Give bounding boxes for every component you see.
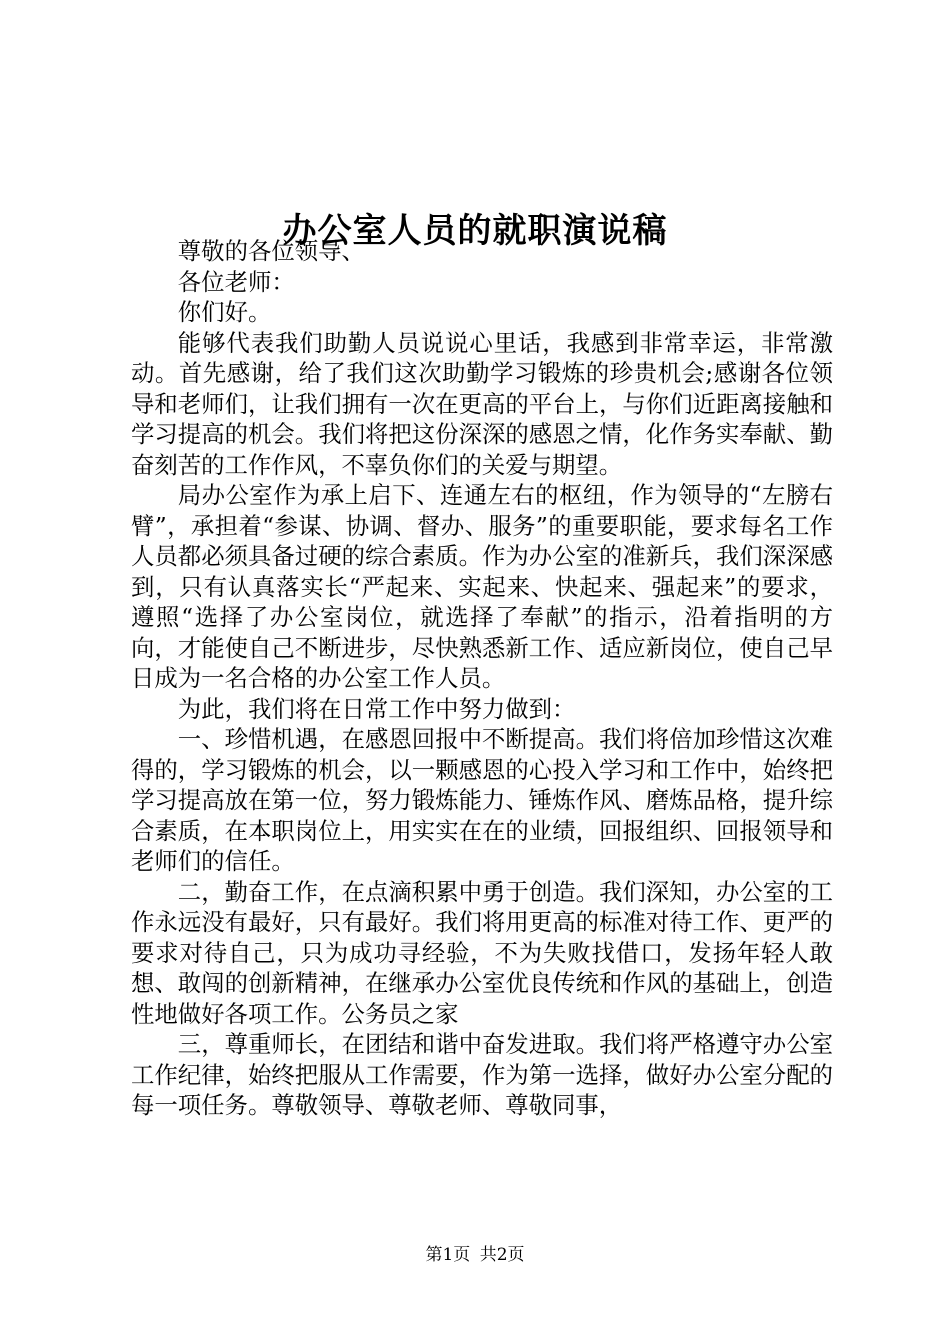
paragraph-thanks: 能够代表我们助勤人员说说心里话，我感到非常幸运，非常激动。首先感谢，给了我们这次助勤学习锻炼的珍贵机会;感谢各位领导和老师们，让我们拥有一次在更高的平台上，与你们近距离接触和学习提高的机会。我们将把这份深深的感恩之情，化作务实奉献、勤奋刻苦的工作作风，不辜负你们的关爱与期望。 (131, 328, 833, 479)
paragraph-point-three: 三，尊重师长，在团结和谐中奋发进取。我们将严格遵守办公室工作纪律，始终把服从工作需要，作为第一选择，做好办公室分配的每一项任务。尊敬领导、尊敬老师、尊敬同事， (131, 1030, 833, 1119)
paragraph-salutation-1: 尊敬的各位领导、 (177, 237, 365, 265)
paragraph-point-one: 一、珍惜机遇，在感恩回报中不断提高。我们将倍加珍惜这次难得的，学习锻炼的机会，以一颗感恩的心投入学习和工作中，始终把学习提高放在第一位，努力锻炼能力、锤炼作风、磨炼品格，提升综合素质，在本职岗位上，用实实在在的业绩，回报组织、回报领导和老师们的信任。 (131, 725, 833, 875)
paragraph-salutation-2: 各位老师： (177, 267, 295, 296)
paragraph-office-role: 局办公室作为承上启下、连通左右的枢纽，作为领导的“左膀右臂”，承担着“参谋、协调、督办、服务”的重要职能，要求每名工作人员都必须具备过硬的综合素质。作为办公室的准新兵，我们深深感到，只有认真落实长“严起来、实起来、快起来、强起来”的要求，遵照“选择了办公室岗位，就选择了奉献”的指示，沿着指明的方向，才能使自己不断进步，尽快熟悉新工作、适应新岗位，使自己早日成为一名合格的办公室工作人员。 (131, 481, 833, 692)
paragraph-greeting: 你们好。 (177, 298, 272, 326)
paragraph-commitment-intro: 为此，我们将在日常工作中努力做到： (177, 694, 576, 723)
document-body (131, 236, 833, 1121)
paragraph-point-two: 二，勤奋工作，在点滴积累中勇于创造。我们深知，办公室的工作永远没有最好，只有最好。我们将用更高的标准对待工作、更严的要求对待自己，只为成功寻经验，不为失败找借口，发扬年轻人敢想、敢闯的创新精神，在继承办公室优良传统和作风的基础上，创造性地做好各项工作。公务员之家 (131, 877, 833, 1028)
page-number-footer: 第1页 共2页 (425, 1245, 525, 1265)
page-title: 办公室人员的就职演说稿 (282, 210, 668, 251)
